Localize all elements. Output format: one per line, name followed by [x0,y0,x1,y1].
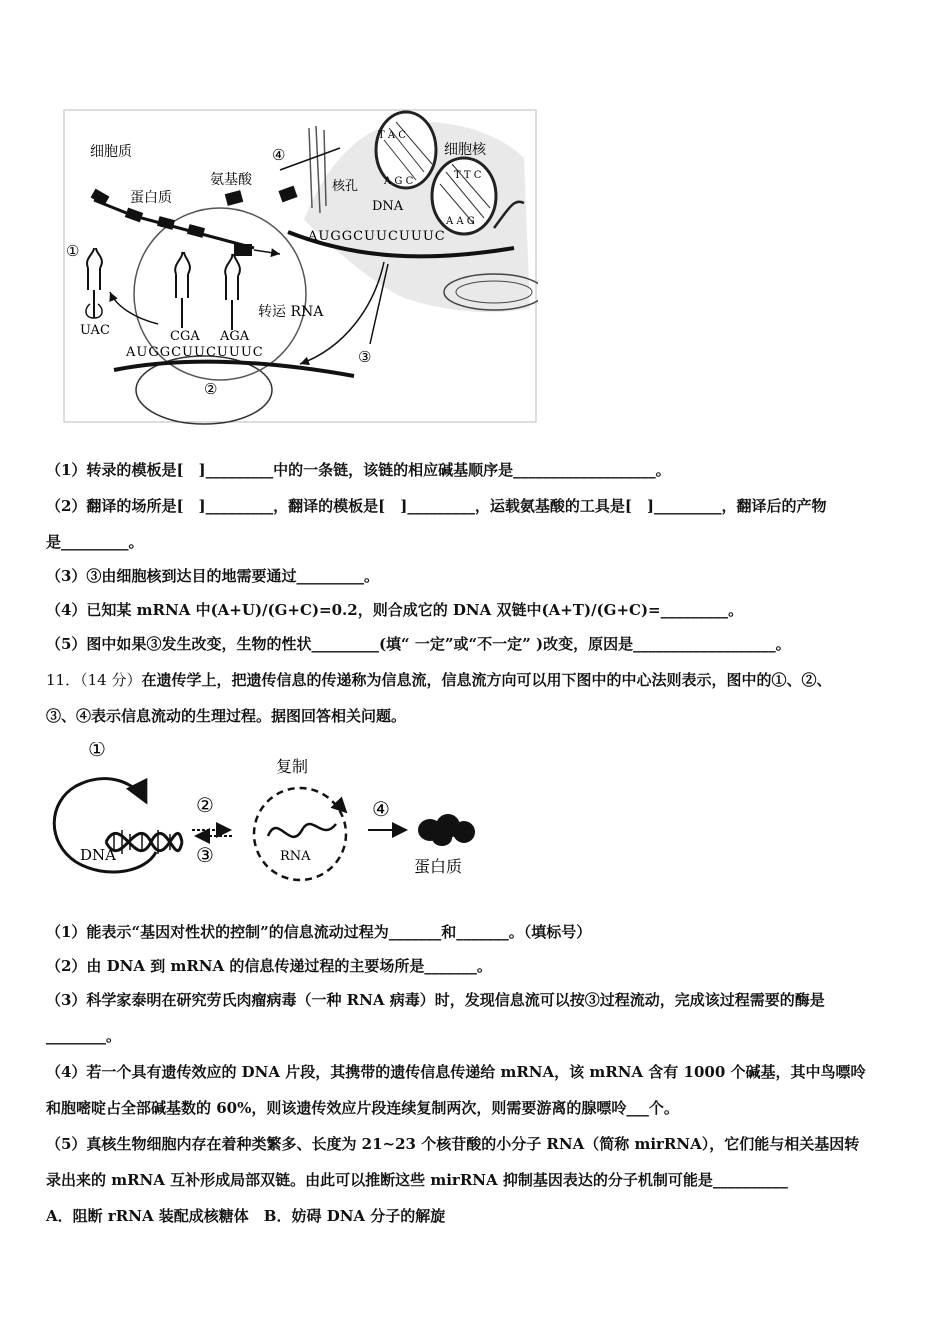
fig2-replicate-label: 复制 [276,757,309,776]
q11-part1: （1）能表示“基因对性状的控制”的信息流动过程为_______和_______。（填标号） [46,923,592,941]
q11-intro-text: 在遗传学上，把遗传信息的传递称为信息流，信息流方向可以用下图中的中心法则表示，图中的①、②、 [141,671,832,689]
dna-bases-a: T A C [378,130,406,141]
label-nuclear-pore: 核孔 [332,179,359,194]
label-num1: ① [66,242,80,260]
fig2-protein-label: 蛋白质 [414,857,463,876]
label-dna: DNA [372,199,404,214]
rna-strand [268,824,336,837]
trna-3-anticodon: AGA [220,329,250,344]
q10-part2-line1: （2）翻译的场所是[ ]_________，翻译的模板是[ ]_________，运载氨基酸的工具是[ ]_________，翻译后的产物 [46,497,827,515]
label-num4: ④ [272,146,286,164]
q11-part5-line1: （5）真核生物细胞内存在着种类繁多、长度为 21~23 个核苷酸的小分子 RNA（简称 mirRNA），它们能与相关基因转 [46,1135,860,1153]
fig2-num2: ② [196,793,214,817]
q11-part4-line2: 和胞嘧啶占全部碱基数的 60%，则该遗传效应片段连续复制两次，则需要游离的腺嘌呤___个。 [46,1099,679,1117]
label-num3: ③ [358,348,372,366]
fig2-dna-label: DNA [80,846,116,864]
trna-1-anticodon: UAC [80,323,110,338]
protein-blob [418,814,475,846]
translation-diagram [54,108,538,434]
label-nucleus: 细胞核 [444,142,486,158]
fig2-num4: ④ [372,797,390,821]
dna-bases-c: T T C [454,170,482,181]
dna-bases-d: A A G [446,216,475,227]
fig2-rna-label: RNA [280,849,311,864]
dna-double-helix [106,830,182,854]
q11-intro-line2: ③、④表示信息流动的生理过程。据图回答相关问题。 [46,707,407,725]
label-trna: 转运 RNA [258,304,324,320]
mrna-lower-sequence: AUGGCUUCUUUC [126,345,264,360]
label-num2: ② [204,380,218,398]
q11-options: A．阻断 rRNA 装配成核糖体 B．妨碍 DNA 分子的解旋 [46,1207,446,1225]
q11-part5-line2: 录出来的 mRNA 互补形成局部双链。由此可以推断这些 mirRNA 抑制基因表达的分子机制可能是__________ [46,1171,788,1189]
q10-part5: （5）图中如果③发生改变，生物的性状_________(填“ 一定”或“不一定” )改变，原因是___________________。 [46,635,791,653]
q10-part3: （3）③由细胞核到达目的地需要通过_________。 [46,567,379,585]
central-dogma-diagram [46,742,486,886]
q11-part4-line1: （4）若一个具有遗传效应的 DNA 片段，其携带的遗传信息传递给 mRNA，该 mRNA 含有 1000 个碱基，其中鸟嘌呤 [46,1063,866,1081]
label-amino-acid: 氨基酸 [210,172,252,188]
mrna-upper-sequence: AUGGCUUCUUUC [308,229,446,244]
q10-part1: （1）转录的模板是[ ]_________中的一条链，该链的相应碱基顺序是___________________。 [46,461,671,479]
label-cytoplasm: 细胞质 [90,144,132,160]
q11-part3-line1: （3）科学家泰明在研究劳氏肉瘤病毒（一种 RNA 病毒）时，发现信息流可以按③过程流动，完成该过程需要的酶是 [46,991,825,1009]
fig2-num1: ① [88,742,106,761]
dna-bases-b: A G C [384,176,414,187]
fig2-num3: ③ [196,843,214,867]
q11-part3-line2: ________。 [46,1027,122,1045]
trna-2-anticodon: CGA [170,329,200,344]
label-protein: 蛋白质 [130,190,172,206]
q10-part4: （4）已知某 mRNA 中(A+U)/(G+C)=0.2，则合成它的 DNA 双链中(A+T)/(G+C)=_________。 [46,601,744,619]
q10-part2-line2: 是_________。 [46,533,144,551]
q11-part2: （2）由 DNA 到 mRNA 的信息传递过程的主要场所是_______。 [46,957,492,975]
q11-intro-line1 [46,670,831,690]
q11-number: 11．（14 分） [46,671,142,689]
